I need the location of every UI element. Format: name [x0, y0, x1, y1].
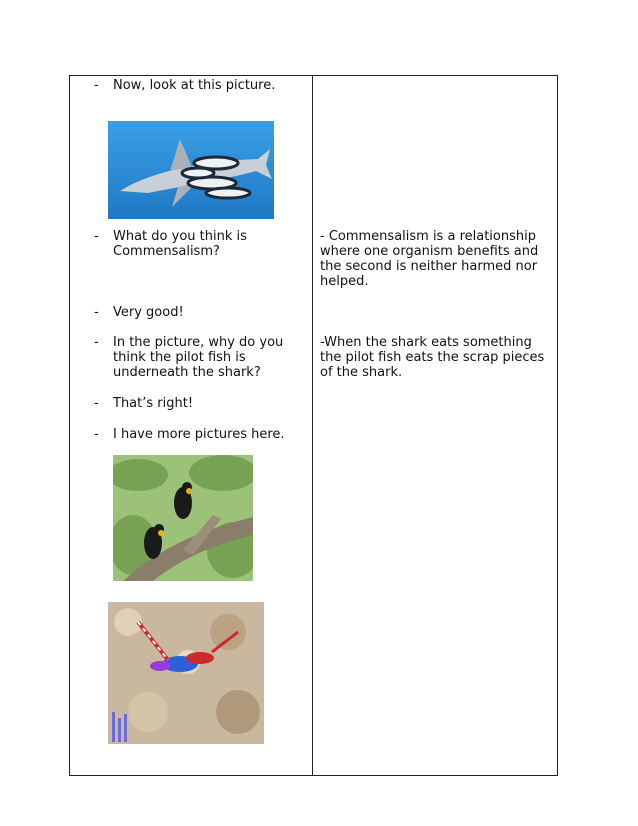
teacher-question-pilot-fish: In the picture, why do you think the pilot fish is underneath the shark?: [113, 335, 284, 380]
teacher-praise-very-good: Very good!: [113, 305, 184, 320]
bullet-dash: -: [94, 78, 99, 93]
bullet-dash: -: [94, 229, 99, 244]
birds-on-branch-image: [113, 455, 253, 581]
teacher-thats-right: That’s right!: [113, 396, 194, 411]
bullet-dash: -: [94, 335, 99, 350]
bullet-dash: -: [94, 427, 99, 442]
lesson-table: [69, 75, 558, 776]
student-answer-commensalism: - Commensalism is a relationship where one organism benefits and the second is neither harmed nor helped.: [320, 229, 539, 289]
teacher-more-pictures: I have more pictures here.: [113, 427, 285, 442]
student-answer-pilot-fish: -When the shark eats something the pilot fish eats the scrap pieces of the shark.: [320, 335, 545, 380]
teacher-question-commensalism: What do you think is Commensalism?: [113, 229, 247, 259]
bullet-dash: -: [94, 396, 99, 411]
shark-pilotfish-image: [108, 121, 274, 219]
bullet-dash: -: [94, 305, 99, 320]
teacher-line-look-picture: Now, look at this picture.: [113, 78, 276, 93]
column-divider: [312, 76, 313, 775]
shrimp-on-coral-image: [108, 602, 264, 744]
